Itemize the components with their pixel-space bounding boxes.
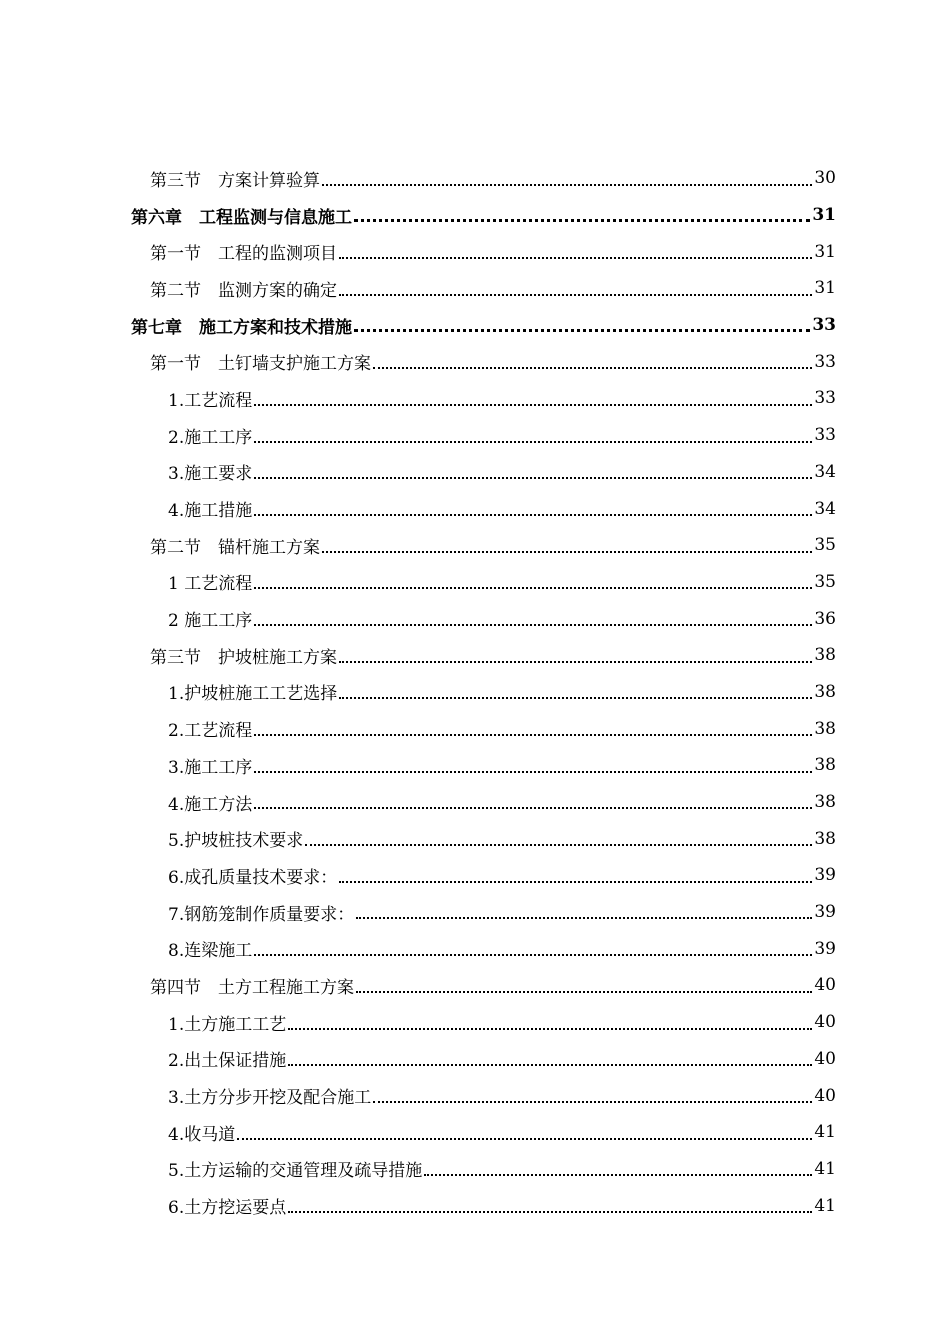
toc-entry-page: 39 xyxy=(814,865,836,886)
toc-entry-title: 2.施工工序 xyxy=(168,427,253,448)
dot-leader xyxy=(339,696,812,699)
dot-leader xyxy=(305,843,812,846)
toc-entry-page: 38 xyxy=(814,718,836,739)
toc-entry-title: 第二节 监测方案的确定 xyxy=(150,280,337,301)
toc-entry-page: 34 xyxy=(814,498,836,519)
toc-entry-title: 第六章 工程监测与信息施工 xyxy=(131,207,352,228)
toc-entry-item[interactable] xyxy=(0,417,950,454)
toc-entry-item[interactable] xyxy=(0,1187,950,1224)
toc-entry-page: 33 xyxy=(814,388,836,409)
toc-entry-item[interactable] xyxy=(0,564,950,601)
toc-entry-section[interactable] xyxy=(0,527,950,564)
toc-entry-title: 1.工艺流程 xyxy=(168,390,253,411)
dot-leader xyxy=(254,733,812,736)
toc-entry-item[interactable] xyxy=(0,747,950,784)
dot-leader xyxy=(288,1063,812,1066)
toc-entry-page: 38 xyxy=(814,792,836,813)
toc-entry-page: 30 xyxy=(814,168,836,189)
dot-leader xyxy=(254,513,812,516)
toc-entry-title: 第三节 方案计算验算 xyxy=(150,170,320,191)
toc-entry-title: 1 工艺流程 xyxy=(168,574,253,595)
toc-entry-item[interactable] xyxy=(0,1114,950,1151)
toc-entry-chapter[interactable] xyxy=(0,307,950,344)
toc-entry-title: 3.土方分步开挖及配合施工 xyxy=(168,1088,372,1109)
toc-entry-title: 第一节 工程的监测项目 xyxy=(150,244,337,265)
toc-entry-title: 1.土方施工工艺 xyxy=(168,1014,287,1035)
toc-entry-page: 35 xyxy=(814,571,836,592)
toc-entry-item[interactable] xyxy=(0,784,950,821)
dot-leader xyxy=(356,990,812,993)
toc-entry-item[interactable] xyxy=(0,600,950,637)
toc-entry-title: 5.护坡桩技术要求 xyxy=(168,831,304,852)
toc-entry-page: 33 xyxy=(814,425,836,446)
toc-entry-item[interactable] xyxy=(0,930,950,967)
toc-entry-title: 7.钢筋笼制作质量要求： xyxy=(168,904,355,925)
dot-leader xyxy=(254,476,812,479)
toc-entry-page: 40 xyxy=(814,1048,836,1069)
toc-entry-title: 1.护坡桩施工工艺选择 xyxy=(168,684,338,705)
dot-leader xyxy=(373,1100,812,1103)
dot-leader xyxy=(288,1210,812,1213)
toc-entry-item[interactable] xyxy=(0,380,950,417)
toc-entry-page: 34 xyxy=(814,461,836,482)
toc-entry-page: 38 xyxy=(814,681,836,702)
toc-entry-title: 2 施工工序 xyxy=(168,611,253,632)
toc-entry-title: 2.出土保证措施 xyxy=(168,1051,287,1072)
dot-leader xyxy=(354,218,810,222)
toc-entry-page: 31 xyxy=(814,241,836,262)
toc-entry-title: 3.施工工序 xyxy=(168,757,253,778)
dot-leader xyxy=(254,806,812,809)
toc-entry-chapter[interactable] xyxy=(0,197,950,234)
dot-leader xyxy=(424,1173,812,1176)
toc-entry-page: 41 xyxy=(814,1122,836,1143)
dot-leader xyxy=(254,770,812,773)
dot-leader xyxy=(373,366,812,369)
dot-leader xyxy=(288,1027,812,1030)
toc-entry-title: 5.土方运输的交通管理及疏导措施 xyxy=(168,1161,423,1182)
toc-entry-page: 41 xyxy=(814,1158,836,1179)
dot-leader xyxy=(339,880,812,883)
toc-entry-title: 第一节 土钉墙支护施工方案 xyxy=(150,354,371,375)
toc-entry-page: 39 xyxy=(814,902,836,923)
toc-entry-page: 38 xyxy=(814,755,836,776)
toc-entry-title: 6.成孔质量技术要求： xyxy=(168,867,338,888)
dot-leader xyxy=(254,403,812,406)
toc-entry-title: 6.土方挖运要点 xyxy=(168,1198,287,1219)
dot-leader xyxy=(339,256,812,259)
toc-entry-item[interactable] xyxy=(0,1004,950,1041)
dot-leader xyxy=(254,623,812,626)
toc-entry-item[interactable] xyxy=(0,820,950,857)
dot-leader xyxy=(356,916,812,919)
toc-entry-title: 4.施工方法 xyxy=(168,794,253,815)
dot-leader xyxy=(237,1137,812,1140)
dot-leader xyxy=(354,328,810,332)
toc-entry-item[interactable] xyxy=(0,454,950,491)
toc-entry-page: 31 xyxy=(814,278,836,299)
dot-leader xyxy=(254,440,812,443)
toc-entry-page: 40 xyxy=(814,1085,836,1106)
toc-entry-page: 40 xyxy=(814,975,836,996)
dot-leader xyxy=(322,550,812,553)
toc-entry-title: 4.施工措施 xyxy=(168,501,253,522)
toc-entry-item[interactable] xyxy=(0,894,950,931)
toc-entry-item[interactable] xyxy=(0,1041,950,1078)
toc-entry-page: 31 xyxy=(812,205,836,226)
toc-entry-page: 36 xyxy=(814,608,836,629)
dot-leader xyxy=(322,183,812,186)
dot-leader xyxy=(339,293,812,296)
table-of-contents xyxy=(0,160,950,1224)
toc-entry-item[interactable] xyxy=(0,1151,950,1188)
toc-entry-section[interactable] xyxy=(0,637,950,674)
toc-entry-section[interactable] xyxy=(0,967,950,1004)
toc-entry-page: 38 xyxy=(814,828,836,849)
toc-entry-page: 38 xyxy=(814,645,836,666)
toc-entry-title: 8.连梁施工 xyxy=(168,941,253,962)
toc-entry-item[interactable] xyxy=(0,490,950,527)
toc-entry-section[interactable] xyxy=(0,343,950,380)
toc-entry-item[interactable] xyxy=(0,710,950,747)
toc-entry-item[interactable] xyxy=(0,1077,950,1114)
dot-leader xyxy=(339,660,812,663)
toc-entry-title: 3.施工要求 xyxy=(168,464,253,485)
toc-entry-page: 33 xyxy=(812,315,836,336)
toc-entry-title: 第四节 土方工程施工方案 xyxy=(150,977,354,998)
toc-entry-page: 35 xyxy=(814,535,836,556)
toc-entry-section[interactable] xyxy=(0,233,950,270)
toc-entry-section[interactable] xyxy=(0,160,950,197)
toc-entry-item[interactable] xyxy=(0,857,950,894)
toc-entry-title: 第二节 锚杆施工方案 xyxy=(150,537,320,558)
dot-leader xyxy=(254,953,812,956)
toc-entry-title: 4.收马道 xyxy=(168,1124,236,1145)
toc-entry-item[interactable] xyxy=(0,674,950,711)
toc-entry-title: 第七章 施工方案和技术措施 xyxy=(131,317,352,338)
toc-entry-page: 39 xyxy=(814,938,836,959)
toc-entry-title: 2.工艺流程 xyxy=(168,721,253,742)
toc-entry-section[interactable] xyxy=(0,270,950,307)
dot-leader xyxy=(254,586,812,589)
toc-entry-page: 41 xyxy=(814,1195,836,1216)
toc-entry-page: 33 xyxy=(814,351,836,372)
toc-entry-title: 第三节 护坡桩施工方案 xyxy=(150,647,337,668)
toc-entry-page: 40 xyxy=(814,1012,836,1033)
